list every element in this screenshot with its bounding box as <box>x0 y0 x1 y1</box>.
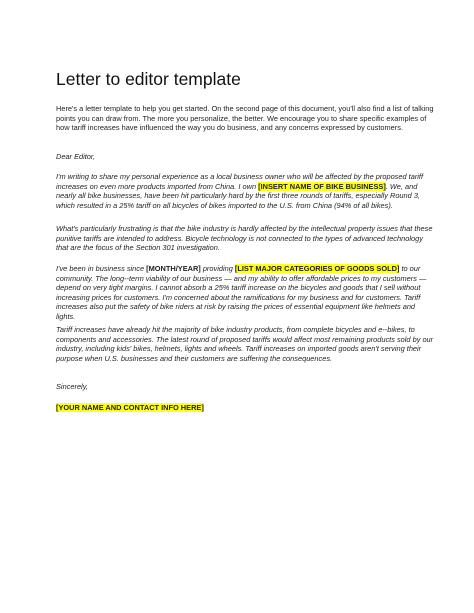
page-title: Letter to editor template <box>56 69 241 89</box>
signature-placeholder: [YOUR NAME AND CONTACT INFO HERE] <box>56 403 204 412</box>
business-name-placeholder: [INSERT NAME OF BIKE BUSINESS] <box>258 181 386 191</box>
paragraph-3-text-b: providing <box>200 264 235 273</box>
closing: Sincerely, <box>56 382 88 391</box>
salutation: Dear Editor, <box>56 152 96 161</box>
paragraph-3-text-c: to our community. The long--term viability of our business — and my ability to offer affordable prices to my customers — depend on very tight margins. I cannot absorb a 25% tariff increase on the bicycles and goods that I sell without increasing prices for customers. I'm concerned about the ramifications for my business and for customers. Tariff increases also put the safety of bike riders at risk by raising the prices of essential equipment like helmets and lights. <box>56 264 427 321</box>
signature-line <box>56 403 434 413</box>
paragraph-1-text-a: I'm writing to share my personal experience as a local business owner who will be affected by the proposed tariff increases on even more products imported from China. I own <box>56 172 424 191</box>
month-year-placeholder: [MONTH/YEAR] <box>146 264 201 273</box>
goods-categories-placeholder: [LIST MAJOR CATEGORIES OF GOODS SOLD] <box>234 264 400 273</box>
paragraph-3-text-a: I've been in business since <box>56 264 147 273</box>
paragraph-1-text-b: . We, and nearly all bike businesses, have been hit particularly hard by the first three rounds of tariffs, especially Round 3, which resulted in a 25% tariff on all bicycles of bikes imported to the U.S. from China (94% of all bikes). <box>56 181 420 210</box>
letter-paragraph-1 <box>56 172 434 210</box>
letter-paragraph-2: What's particularly frustrating is that the bike industry is hardly affected by the intellectual property issues that these punitive tariffs are intended to address. Bicycle technology is not connected to the types of advanced technology that are the focus of the Section 301 investigation. <box>56 224 433 253</box>
letter-paragraph-3 <box>56 264 434 322</box>
intro-paragraph: Here's a letter template to help you get started. On the second page of this document, you'll also find a list of talking points you can draw from. The more you personalize, the better. We encourage you to share specific examples of how tariff increases have influenced the way you do business, and any concerns expressed by customers. <box>56 104 434 133</box>
letter-paragraph-4: Tariff increases have already hit the majority of bike industry products, from complete bicycles and e--bikes, to components and accessories. The latest round of proposed tariffs would affect most remaining products sold by our industry, including kids' bikes, helmets, lights and wheels. Tariff increases on imported goods aren't serving their purpose when U.S. businesses and their customers are suffering the consequences. <box>56 325 434 363</box>
